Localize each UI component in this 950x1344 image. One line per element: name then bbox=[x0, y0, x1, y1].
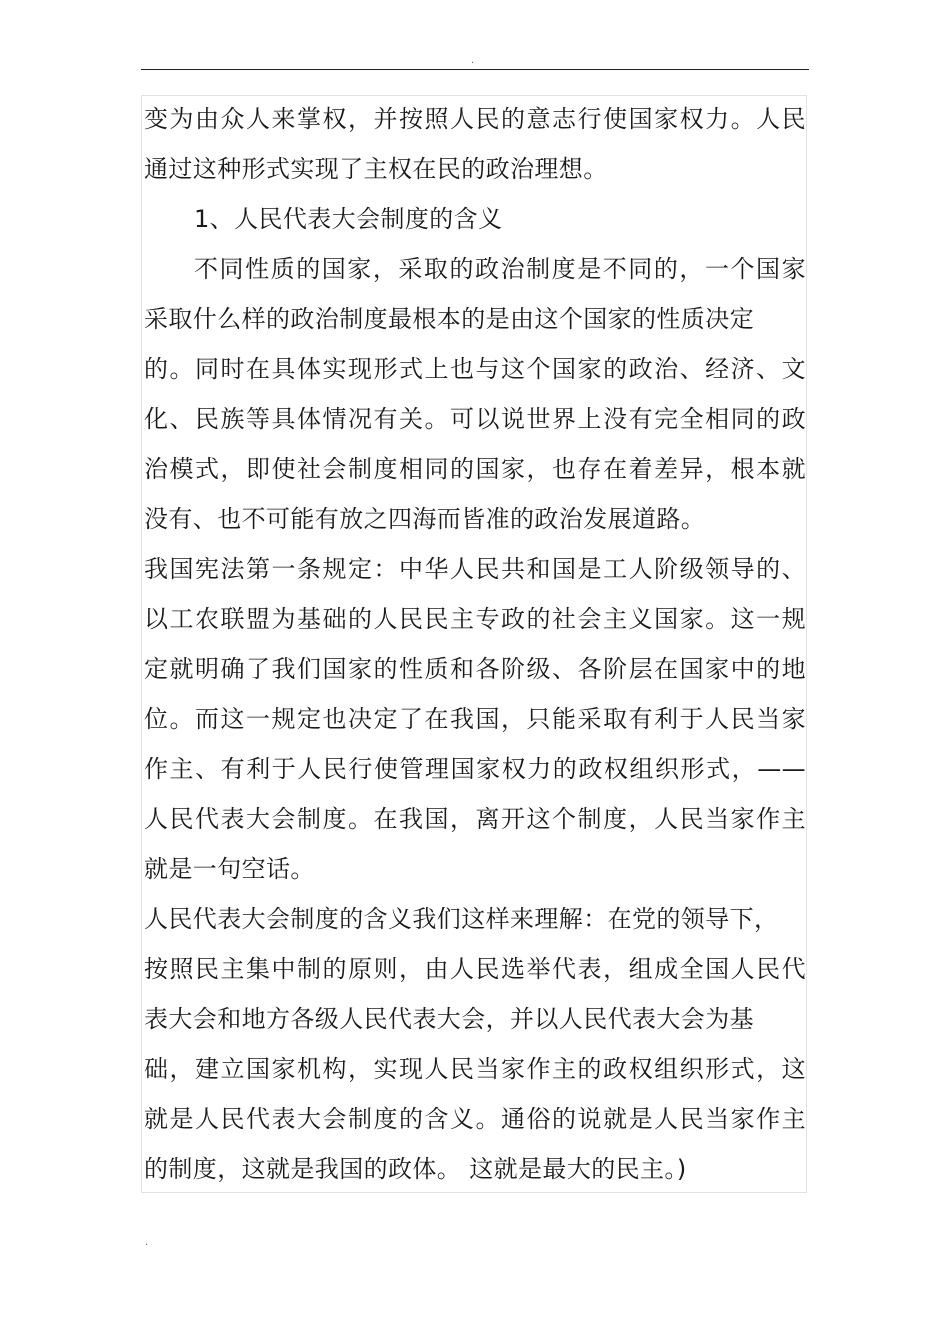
body-line: 础，建立国家机构，实现人民当家作主的政权组织形式，这 bbox=[144, 1055, 806, 1083]
body-line: 化、民族等具体情况有关。可以说世界上没有完全相同的政 bbox=[144, 405, 806, 433]
body-line: 定就明确了我们国家的性质和各阶级、各阶层在国家中的地 bbox=[144, 655, 806, 683]
footer-mark: . bbox=[145, 1237, 149, 1248]
body-line: 就是一句空话。 bbox=[144, 855, 315, 883]
body-line: 我国宪法第一条规定：中华人民共和国是工人阶级领导的、 bbox=[144, 555, 806, 583]
body-line: 按照民主集中制的原则，由人民选举代表，组成全国人民代 bbox=[144, 955, 806, 983]
body-line: 采取什么样的政治制度最根本的是由这个国家的性质决定 bbox=[144, 305, 754, 333]
body-line: 人民代表大会制度的含义我们这样来理解：在党的领导下， bbox=[144, 905, 779, 933]
header-rule bbox=[141, 69, 809, 70]
document-body bbox=[144, 94, 806, 1194]
body-line: 以工农联盟为基础的人民民主专政的社会主义国家。这一规 bbox=[144, 605, 806, 633]
section-heading: 1、人民代表大会制度的含义 bbox=[194, 205, 503, 233]
body-line: 不同性质的国家，采取的政治制度是不同的，一个国家 bbox=[194, 255, 806, 283]
body-line: 的。同时在具体实现形式上也与这个国家的政治、经济、文 bbox=[144, 355, 806, 383]
body-line: 位。而这一规定也决定了在我国，只能采取有利于人民当家 bbox=[144, 705, 806, 733]
body-line: 通过这种形式实现了主权在民的政治理想。 bbox=[144, 155, 608, 183]
body-line: 的制度，这就是我国的政体。 这就是最大的民主。) bbox=[144, 1155, 687, 1183]
body-line: 作主、有利于人民行使管理国家权力的政权组织形式，—— bbox=[144, 755, 806, 783]
body-line: 人民代表大会制度。在我国，离开这个制度，人民当家作主 bbox=[144, 805, 806, 833]
body-line: 变为由众人来掌权，并按照人民的意志行使国家权力。人民 bbox=[144, 105, 806, 133]
body-line: 就是人民代表大会制度的含义。通俗的说就是人民当家作主 bbox=[144, 1105, 806, 1133]
body-line: 没有、也不可能有放之四海而皆准的政治发展道路。 bbox=[144, 505, 706, 533]
header-mark: . bbox=[471, 55, 475, 66]
body-line: 治模式，即使社会制度相同的国家，也存在着差异，根本就 bbox=[144, 455, 806, 483]
body-line: 表大会和地方各级人民代表大会，并以人民代表大会为基 bbox=[144, 1005, 754, 1033]
